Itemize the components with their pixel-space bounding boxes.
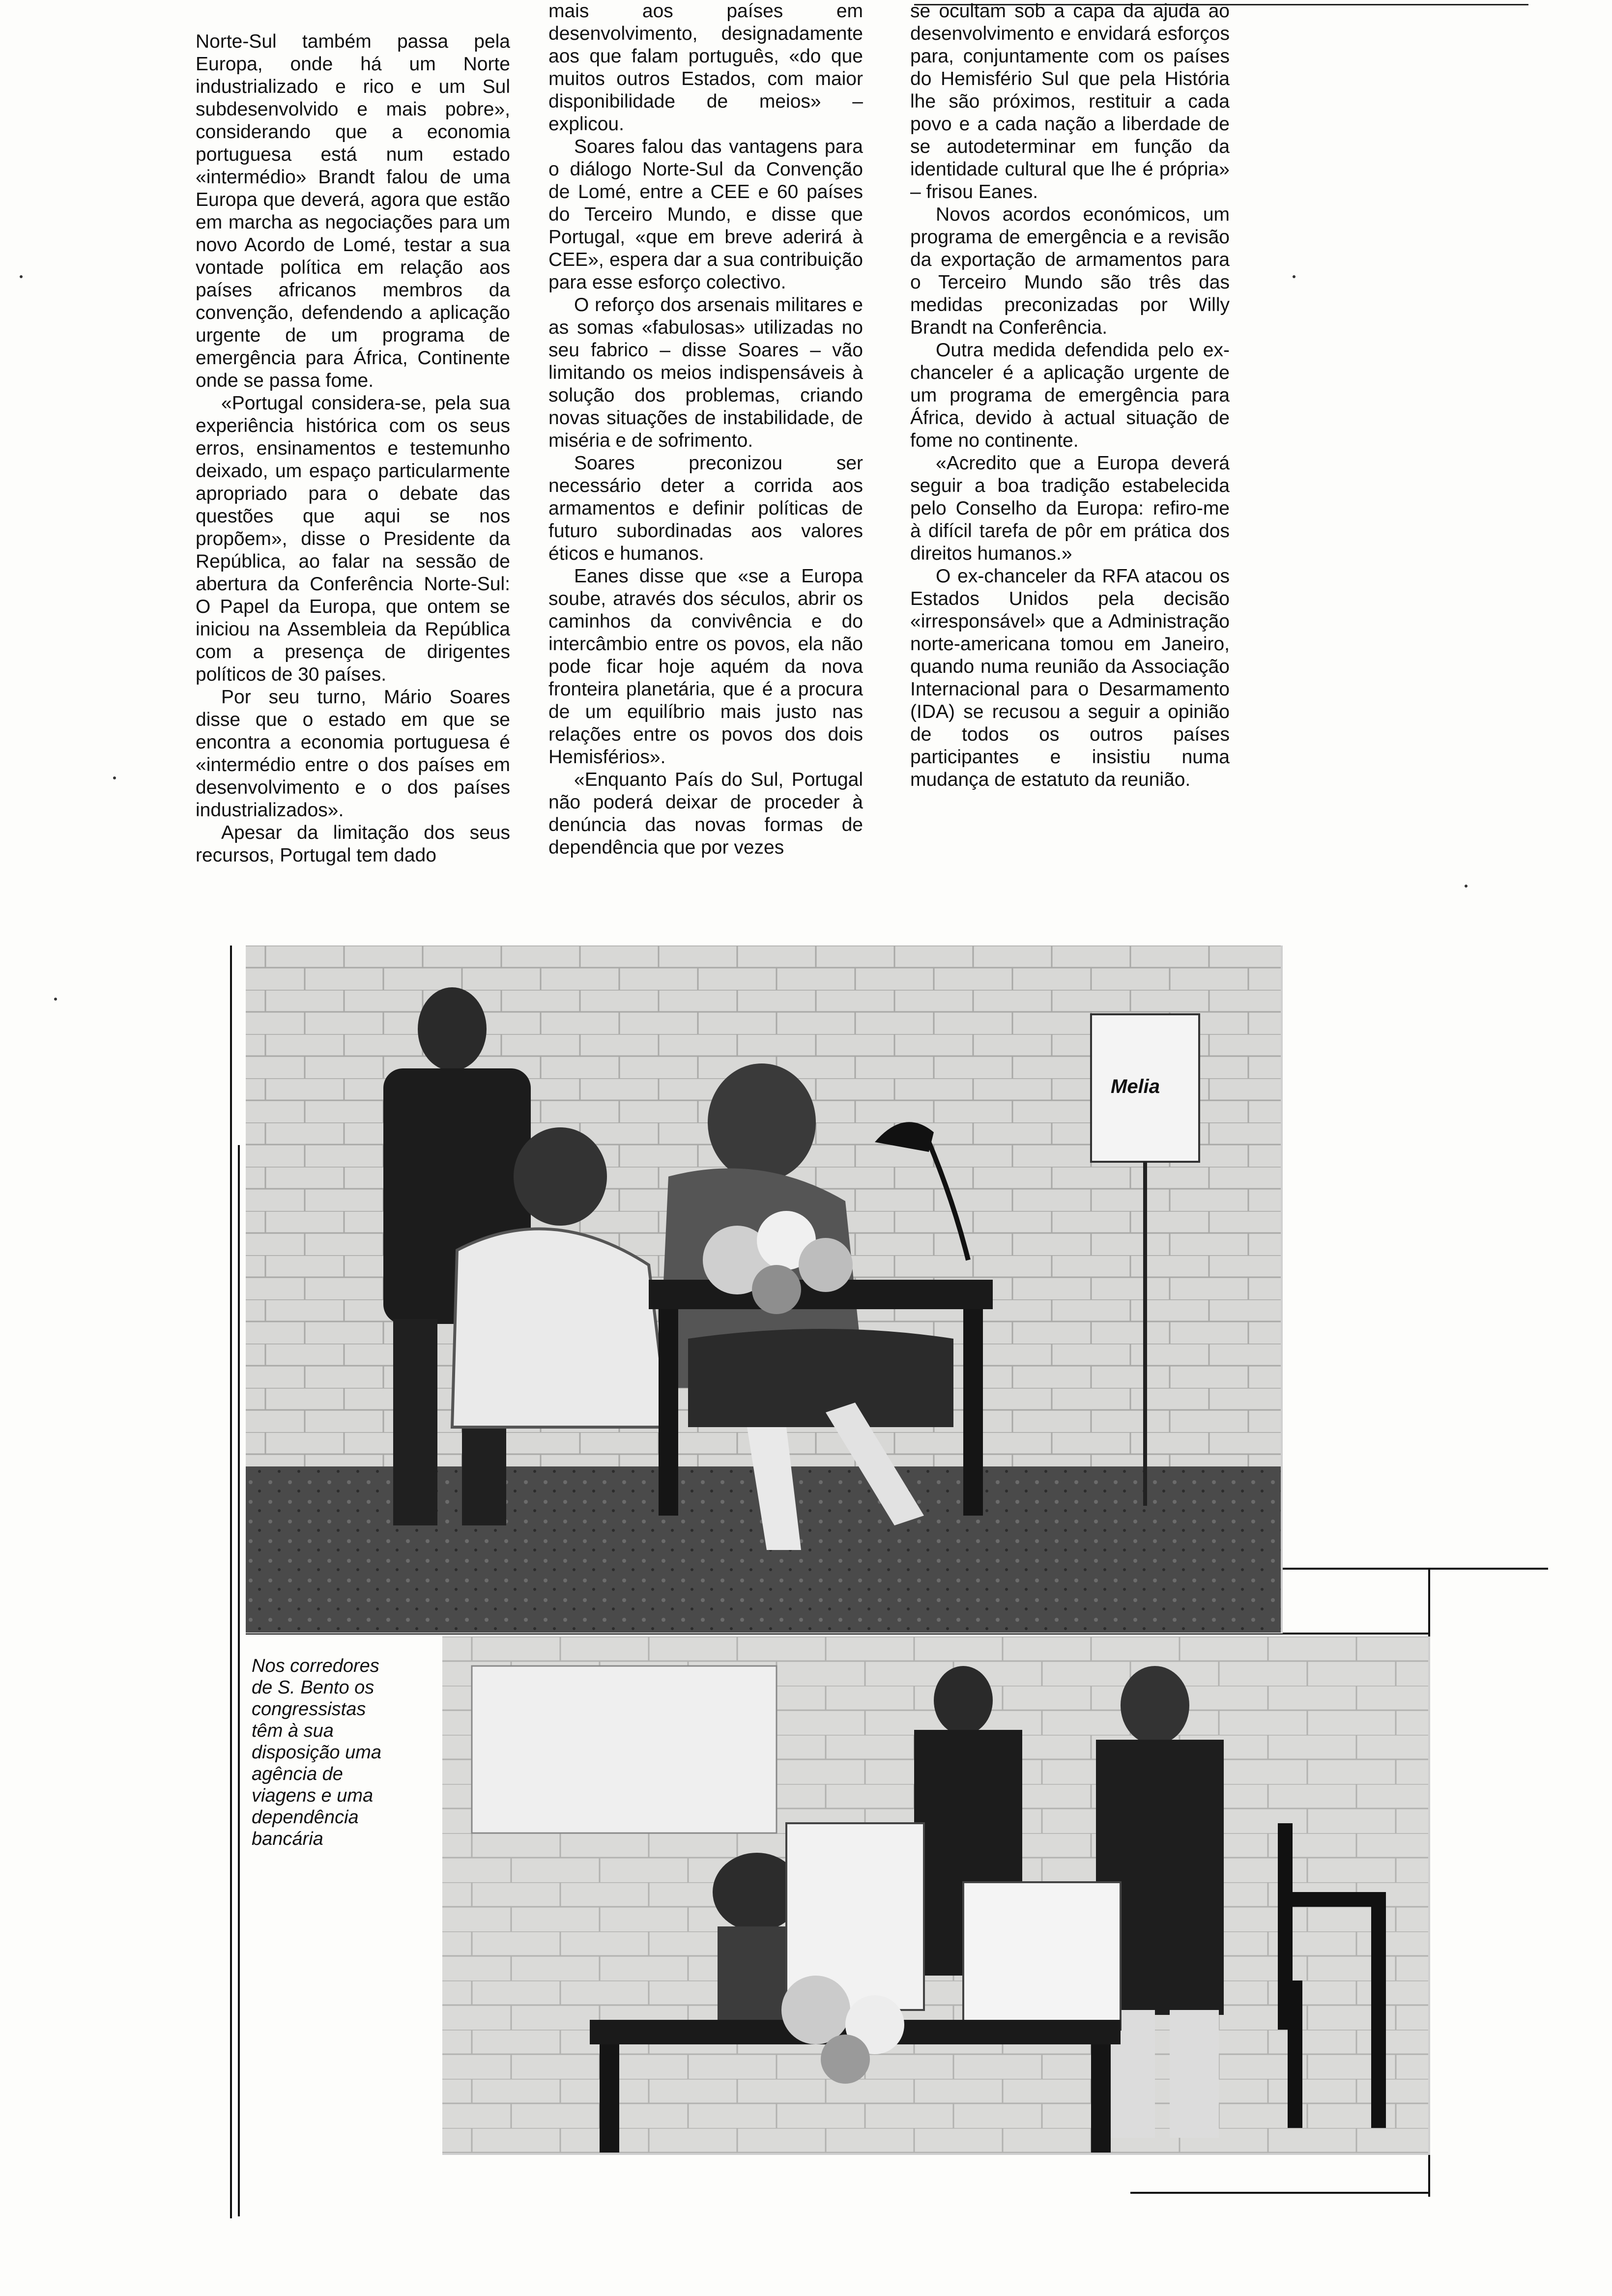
paragraph: «Enquanto País do Sul, Portugal não poderá deixar de proceder à denúncia das novas formas de dependência que por vezes bbox=[548, 769, 863, 858]
scan-speck bbox=[54, 998, 57, 1001]
frame-rule bbox=[230, 946, 232, 2218]
scan-speck bbox=[20, 275, 23, 278]
scan-speck bbox=[113, 776, 116, 779]
paragraph: Soares falou das vantagens para o diálogo Norte-Sul da Convenção de Lomé, entre a CEE e 60 países do Terceiro Mundo, e disse que Portugal, «que em breve aderirá à CEE», espera dar a sua contribuição para esse esforço colectivo. bbox=[548, 136, 863, 293]
frame-rule bbox=[1130, 2192, 1430, 2194]
article-column-3 bbox=[910, 0, 1230, 791]
paragraph: Por seu turno, Mário Soares disse que o estado em que se encontra a economia portuguesa é «intermédio entre o dos países em desenvolvimento e o dos países industrializados». bbox=[196, 687, 510, 821]
paragraph: Novos acordos económicos, um programa de emergência e a revisão da exportação de armamentos para o Terceiro Mundo são três das medidas preconizadas por Willy Brandt na Conferência. bbox=[910, 204, 1230, 338]
bank-agency-photo bbox=[442, 1636, 1430, 2155]
paragraph: O ex-chanceler da RFA atacou os Estados Unidos pela decisão «irresponsável» que a Administração norte-americana tomou em Janeiro, quando numa reunião da Associação Internacional para o Desarmamento (IDA) se recusou a seguir a opinião de todos os outros países participantes e insistiu numa mudança de estatuto da reunião. bbox=[910, 566, 1230, 790]
article-column-2 bbox=[548, 0, 863, 859]
paragraph: Outra medida defendida pelo ex-chanceler é a aplicação urgente de um programa de emergência para África, devido à actual situação de fome no continente. bbox=[910, 340, 1230, 451]
scan-speck bbox=[1293, 275, 1295, 278]
paragraph: «Portugal considera-se, pela sua experiência histórica com os seus erros, ensinamentos e testemunho deixado, um espaço particularmente apropriado para o debate das questões que aqui se nos propõem», disse o Presidente da República, ao falar na sessão de abertura da Conferência Norte-Sul: O Papel da Europa, que ontem se iniciou na Assembleia da República com a presença de dirigentes políticos de 30 países. bbox=[196, 393, 510, 685]
frame-rule bbox=[1283, 1568, 1548, 1570]
paragraph: mais aos países em desenvolvimento, designadamente aos que falam português, «do que muitos outros Estados, com maior disponibilidade de meios» – explicou. bbox=[548, 0, 863, 135]
paragraph: O reforço dos arsenais militares e as somas «fabulosas» utilizadas no seu fabrico – disse Soares – vão limitando os meios indispensáveis à solução dos problemas, criando novas situações de instabilidade, de miséria e de sofrimento. bbox=[548, 294, 863, 451]
paragraph: Norte-Sul também passa pela Europa, onde há um Norte industrializado e rico e um Sul subdesenvolvido e mais pobre», considerando que a economia portuguesa está num estado «intermédio» Brandt falou de uma Europa que deverá, agora que estão em marcha as negociações para um novo Acordo de Lomé, testar a sua vontade política em relação aos países africanos membros da convenção, defendendo a aplicação urgente de um programa de emergência para África, Continente onde se passa fome. bbox=[196, 31, 510, 391]
paragraph: Soares preconizou ser necessário deter a corrida aos armamentos e definir políticas de futuro subordinadas aos valores éticos e humanos. bbox=[548, 453, 863, 564]
article-column-1 bbox=[196, 30, 510, 867]
paragraph: se ocultam sob a capa da ajuda ao desenvolvimento e envidará esforços para, conjuntamente com os países do Hemisfério Sul que pela História lhe são próximos, restituir a cada povo e a cada nação a liberdade de se autodeterminar em função da identidade cultural que lhe é própria» – frisou Eanes. bbox=[910, 0, 1230, 202]
sign-logo-text: Melia bbox=[1111, 1076, 1160, 1097]
meeting-photo bbox=[246, 946, 1283, 1634]
paragraph: «Acredito que a Europa deverá seguir a boa tradição estabelecida pelo Conselho da Europa: refiro-me à difícil tarefa de pôr em prática dos direitos humanos.» bbox=[910, 453, 1230, 564]
photo-caption: Nos corredores de S. Bento os congressistas têm à sua disposição uma agência de viagens e uma dependência bancária bbox=[252, 1656, 382, 1849]
paragraph: Apesar da limitação dos seus recursos, Portugal tem dado bbox=[196, 822, 510, 866]
paragraph: Eanes disse que «se a Europa soube, através dos séculos, abrir os caminhos da convivência e do intercâmbio entre os povos, ela não pode ficar hoje aquém da nova fronteira planetária, que é a procura de um equilíbrio mais justo nas relações entre os povos dos dois Hemisférios». bbox=[548, 566, 863, 768]
scan-speck bbox=[1465, 885, 1468, 888]
frame-rule bbox=[238, 1145, 240, 2216]
